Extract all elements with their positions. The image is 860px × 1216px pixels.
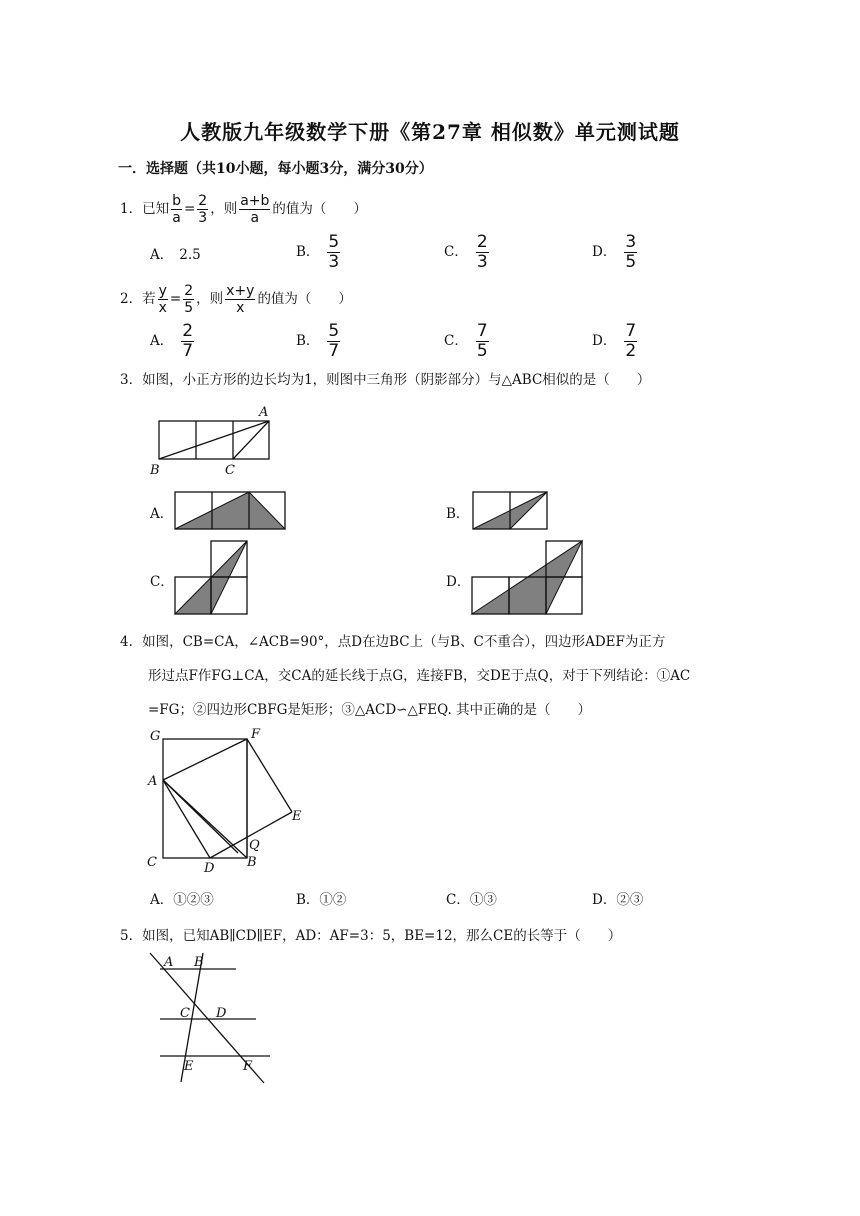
q2-frac1-denominator: x: [158, 300, 167, 316]
q5-label-d: D: [216, 1006, 227, 1021]
q1-frac1-numerator: b: [172, 193, 181, 209]
q3-label-b: B: [150, 463, 160, 478]
q1-tail: 的值为（ ）: [272, 201, 367, 217]
q5-label-a: A: [164, 955, 174, 970]
q1-option-b-label: B．: [296, 244, 320, 260]
q4-option-a[interactable]: A．①②③: [150, 892, 214, 908]
q4-figure: [147, 727, 302, 876]
q2-option-a-numerator: 2: [182, 321, 194, 341]
q2-number: 2．若: [120, 291, 156, 307]
q4-option-d[interactable]: D．②③: [592, 892, 644, 908]
q3-option-b-figure[interactable]: [473, 492, 547, 529]
q2-option-d-numerator: 7: [625, 321, 637, 341]
q1-option-a-value: 2.5: [179, 247, 201, 263]
question-4-line-3: =FG；②四边形CBFG是矩形；③△ACD∽△FEQ. 其中正确的是（ ）: [148, 702, 592, 718]
page-title: 人教版九年级数学下册《第27章 相似数》单元测试题: [180, 120, 680, 144]
q1-option-c-label: C．: [444, 244, 468, 260]
section-heading: 一．选择题（共10小题，每小题3分，满分30分）: [118, 161, 433, 177]
q4-option-c[interactable]: C．①③: [446, 892, 497, 908]
q5-label-e: E: [184, 1059, 194, 1074]
q2-frac1-numerator: y: [158, 283, 167, 299]
q1-option-d-label: D．: [592, 244, 617, 260]
q1-frac3-denominator: a: [250, 210, 260, 226]
q2-frac2-denominator: 5: [184, 300, 194, 316]
q2-option-a-label: A．: [150, 333, 174, 349]
q3-label-a: A: [259, 405, 269, 420]
q1-then: ，则: [210, 201, 238, 217]
q5-figure: [150, 953, 270, 1083]
q1-equals: =: [183, 201, 196, 217]
q2-option-d-label: D．: [592, 333, 617, 349]
q1-number: 1．已知: [120, 201, 170, 217]
q3-option-c-figure[interactable]: [175, 541, 247, 614]
q3-label-c: C: [225, 463, 235, 478]
q2-option-c-denominator: 5: [476, 341, 488, 361]
q2-then: ，则: [196, 291, 224, 307]
q5-label-f: F: [243, 1059, 253, 1074]
q2-option-b-denominator: 7: [328, 341, 340, 361]
q2-option-b-numerator: 5: [328, 321, 340, 341]
q2-frac2-numerator: 2: [184, 283, 194, 299]
q4-label-d: D: [204, 861, 215, 876]
question-4-line-1: 4．如图，CB=CA，∠ACB=90°，点D在边BC上（与B、C不重合），四边形ADEF为正方: [120, 634, 666, 650]
q1-option-a-label: A．: [150, 247, 174, 263]
q2-option-a-denominator: 7: [182, 341, 194, 361]
q4-label-f: F: [251, 727, 261, 742]
q2-option-c-numerator: 7: [476, 321, 488, 341]
q1-frac2-numerator: 2: [198, 193, 208, 209]
q1-frac2-denominator: 3: [198, 210, 208, 226]
q3-option-b-label[interactable]: B．: [446, 506, 470, 522]
q4-label-c: C: [147, 855, 157, 870]
q2-option-c-label: C．: [444, 333, 468, 349]
q4-label-a: A: [148, 774, 158, 789]
question-3: 3．如图，小正方形的边长均为1，则图中三角形（阴影部分）与△ABC相似的是（ ）: [120, 372, 651, 388]
q3-option-a-figure[interactable]: [175, 492, 285, 529]
q1-option-b-numerator: 5: [328, 232, 340, 252]
q4-label-e: E: [292, 809, 302, 824]
q2-option-d-denominator: 2: [625, 341, 637, 361]
q2-option-b-label: B．: [296, 333, 320, 349]
q3-option-c-label[interactable]: C．: [150, 574, 174, 590]
q2-frac3-numerator: x+y: [226, 283, 255, 299]
question-4-line-2: 形过点F作FG⊥CA，交CA的延长线于点G，连接FB，交DE于点Q，对于下列结论：①AC: [148, 668, 691, 684]
q3-option-a-label[interactable]: A．: [150, 506, 174, 522]
q4-option-b[interactable]: B．①②: [296, 892, 347, 908]
q4-label-q: Q: [249, 838, 260, 853]
q1-option-b-denominator: 3: [328, 252, 340, 272]
q1-frac1-denominator: a: [172, 210, 181, 226]
q1-frac3-numerator: a+b: [240, 193, 270, 209]
q5-label-c: C: [180, 1006, 190, 1021]
q2-tail: 的值为（ ）: [257, 291, 352, 307]
q4-label-g: G: [150, 729, 161, 744]
q1-option-d-numerator: 3: [625, 232, 637, 252]
q1-option-c-denominator: 3: [476, 252, 488, 272]
q4-label-b: B: [247, 855, 257, 870]
q3-option-d-label[interactable]: D．: [446, 574, 471, 590]
question-5: 5．如图，已知AB∥CD∥EF，AD：AF=3：5，BE=12，那么CE的长等于（ ）: [120, 928, 622, 944]
q2-equals: =: [169, 291, 182, 307]
q5-label-b: B: [194, 955, 204, 970]
q3-option-d-figure[interactable]: [472, 541, 582, 614]
q2-frac3-denominator: x: [236, 300, 245, 316]
q1-option-c-numerator: 2: [476, 232, 488, 252]
q1-option-d-denominator: 5: [625, 252, 637, 272]
